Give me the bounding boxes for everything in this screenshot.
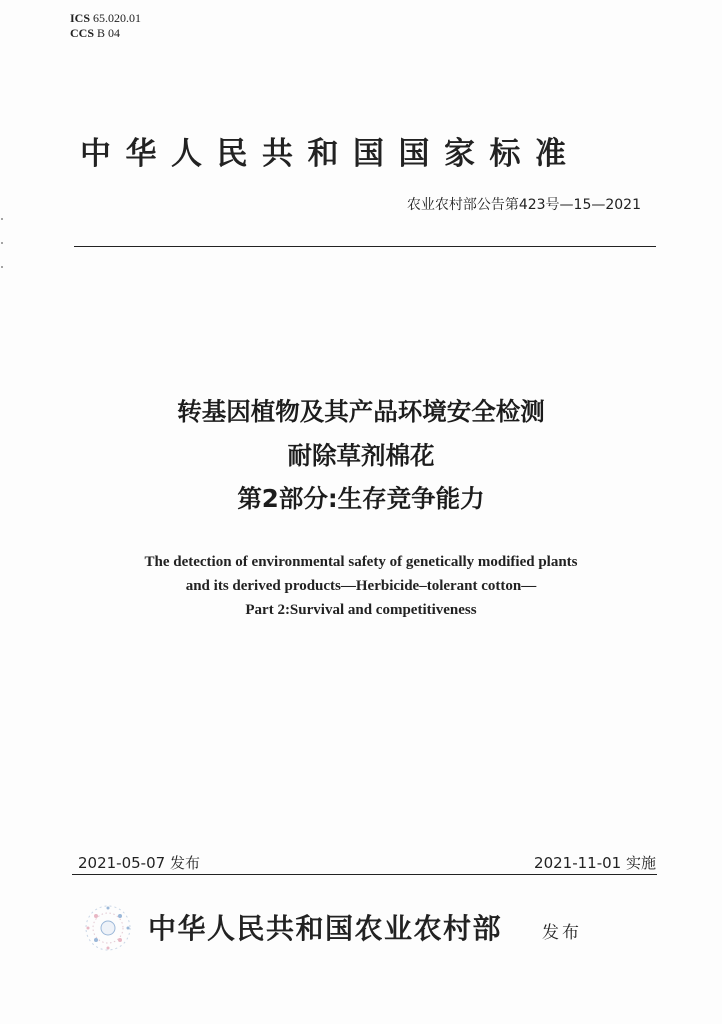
ics-code-line	[70, 11, 141, 26]
ccs-code: B 04	[97, 26, 121, 40]
scan-edge-marks	[0, 215, 6, 275]
chinese-title-line-2: 耐除草剂棉花	[287, 441, 435, 470]
chinese-title-line-1: 转基因植物及其产品环境安全检测	[177, 397, 545, 426]
english-title-line-1: The detection of environmental safety of genetically modified plants	[144, 554, 578, 570]
implementation-date: 2021-11-01 实施	[534, 854, 656, 872]
issuing-authority: 中华人民共和国农业农村部	[148, 912, 503, 945]
issued-label: 发布	[542, 923, 582, 943]
standard-type-title: 中华人民共和国国家标准	[80, 136, 581, 172]
ics-label: ICS	[70, 11, 91, 25]
ccs-code-line	[70, 26, 141, 41]
ccs-label: CCS	[70, 26, 95, 40]
top-divider	[74, 246, 656, 247]
ministry-emblem-icon	[82, 902, 134, 954]
bottom-divider	[72, 874, 657, 875]
english-title	[60, 550, 662, 622]
classification-codes	[70, 11, 141, 41]
ics-code: 65.020.01	[93, 11, 142, 25]
standard-number: 农业农村部公告第423号—15—2021	[406, 197, 641, 213]
publish-date: 2021-05-07 发布	[78, 854, 200, 872]
english-title-line-2: and its derived products—Herbicide–tolerant cotton—	[185, 578, 537, 594]
chinese-title-line-3: 第2部分:生存竞争能力	[237, 484, 485, 513]
english-title-line-3: Part 2:Survival and competitiveness	[245, 602, 477, 618]
